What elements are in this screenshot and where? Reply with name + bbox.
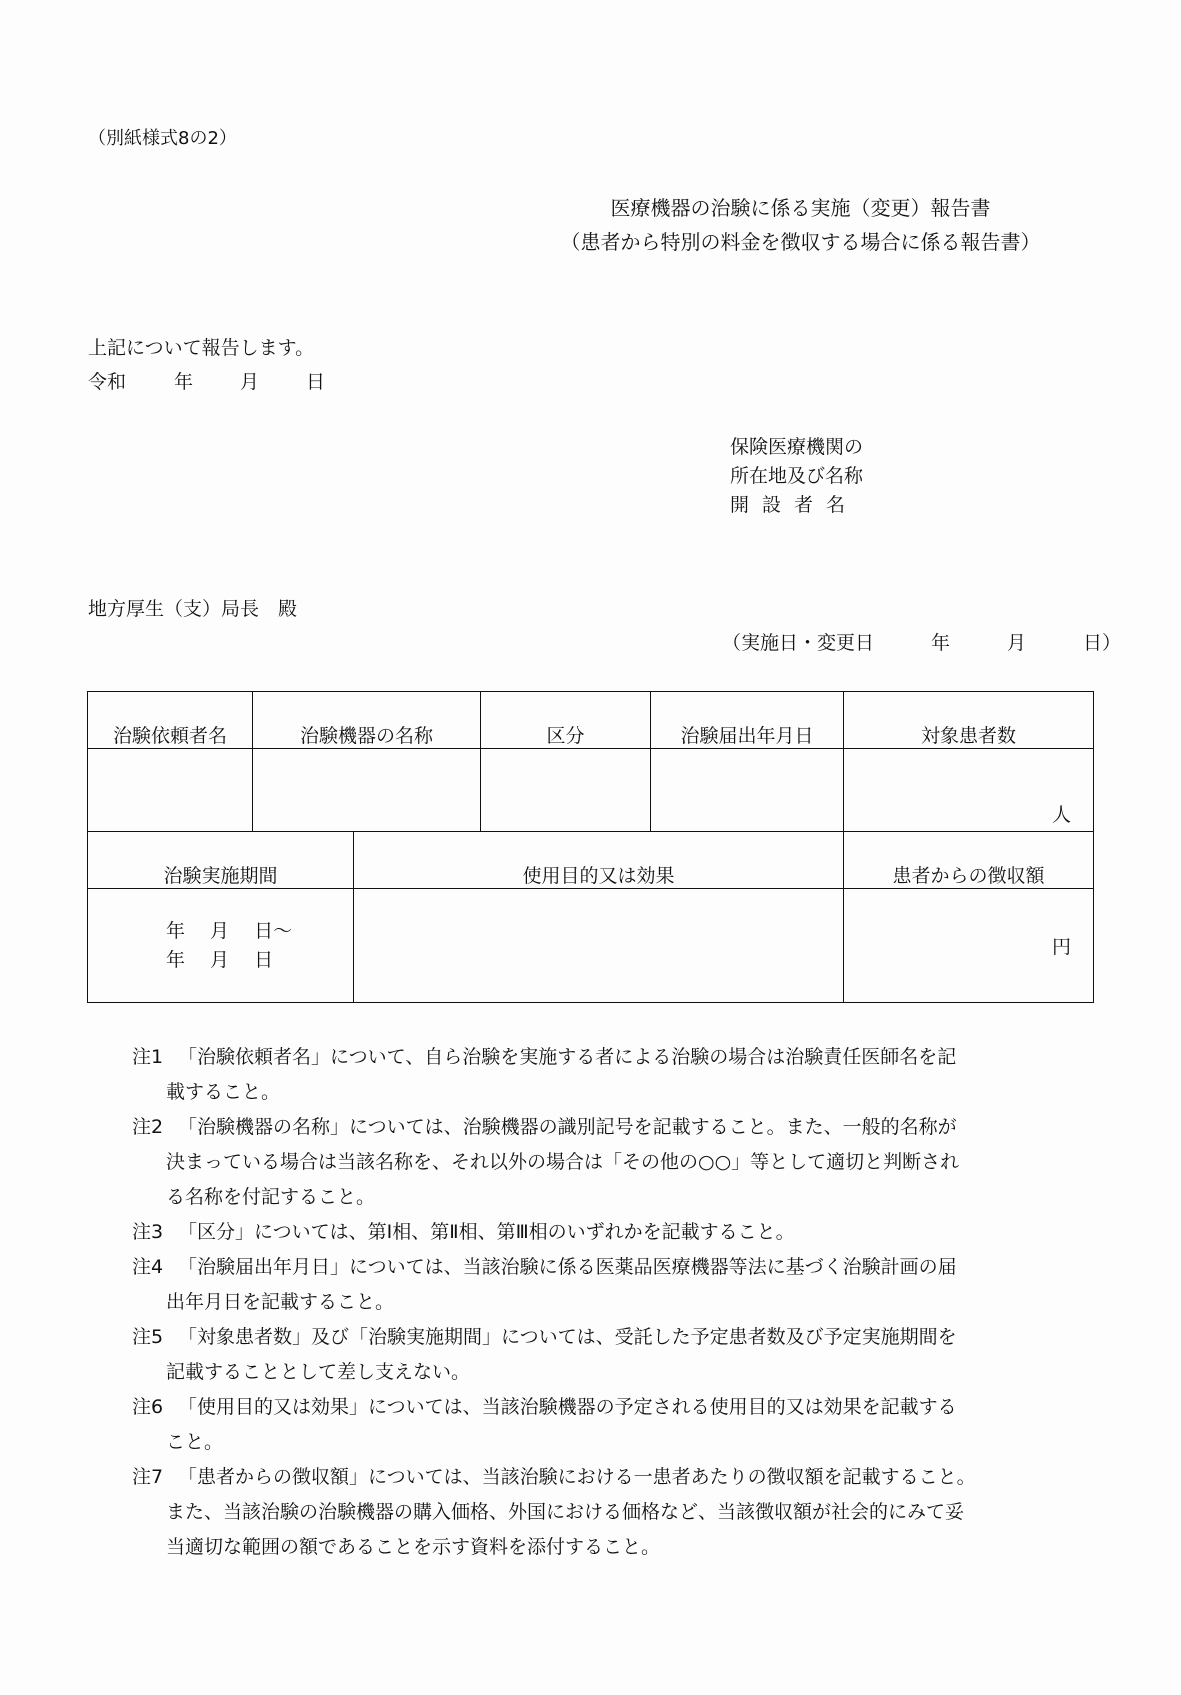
cell-patient-fee[interactable]	[844, 889, 1094, 1003]
note-label: 注5	[132, 1326, 164, 1348]
date-era: 令和	[88, 371, 127, 393]
header-purpose-effect: 使用目的又は効果	[354, 832, 844, 889]
patient-unit: 人	[1052, 804, 1072, 826]
org-label-founder: 開設者名	[730, 494, 859, 516]
fee-unit: 円	[1052, 936, 1072, 958]
note-3	[132, 1215, 1092, 1250]
document-title: 医療機器の治験に係る実施（変更）報告書	[610, 196, 991, 220]
report-date	[88, 367, 325, 394]
note-text: 「治験依頼者名」について、自ら治験を実施する者による治験の場合は治験責任医師名を記	[178, 1046, 957, 1068]
notes-section	[132, 1040, 1092, 1565]
note-1	[132, 1040, 1092, 1110]
note-label: 注3	[132, 1221, 164, 1243]
note-7	[132, 1460, 1092, 1565]
date-year: 年	[174, 371, 194, 393]
cell-sponsor[interactable]	[88, 749, 253, 832]
note-text: 当適切な範囲の額であることを示す資料を添付すること。	[166, 1536, 661, 1558]
document-subtitle: （患者から特別の料金を徴収する場合に係る報告書）	[560, 230, 1041, 254]
cell-purpose-effect[interactable]	[354, 889, 844, 1003]
header-trial-period: 治験実施期間	[88, 832, 354, 889]
note-text: 「治験届出年月日」については、当該治験に係る医薬品医療機器等法に基づく治験計画の届	[178, 1256, 957, 1278]
header-category: 区分	[481, 692, 651, 749]
cell-device-name[interactable]	[253, 749, 481, 832]
header-device-name: 治験機器の名称	[253, 692, 481, 749]
period-start: 年 月 日～	[166, 919, 293, 942]
implementation-date: （実施日・変更日 年 月 日）	[722, 632, 1122, 654]
note-label: 注6	[132, 1396, 164, 1418]
report-statement: 上記について報告します。	[88, 337, 315, 359]
note-4	[132, 1250, 1092, 1320]
note-text: 記載することとして差し支えない。	[166, 1361, 471, 1383]
date-day: 日	[306, 371, 326, 393]
note-text: 「治験機器の名称」については、治験機器の識別記号を記載すること。また、一般的名称が	[178, 1116, 957, 1138]
note-text: る名称を付記すること。	[166, 1186, 376, 1208]
note-label: 注4	[132, 1256, 164, 1278]
org-label-address-name: 所在地及び名称	[730, 465, 864, 487]
note-5	[132, 1320, 1092, 1390]
org-label-institution: 保険医療機関の	[730, 436, 864, 458]
addressee: 地方厚生（支）局長 殿	[88, 598, 298, 620]
note-text: 「使用目的又は効果」については、当該治験機器の予定される使用目的又は効果を記載する	[178, 1396, 957, 1418]
note-label: 注2	[132, 1116, 164, 1138]
note-text: また、当該治験の治験機器の購入価格、外国における価格など、当該徴収額が社会的にみて妥	[166, 1501, 965, 1523]
header-notification-date: 治験届出年月日	[651, 692, 844, 749]
cell-notification-date[interactable]	[651, 749, 844, 832]
note-6	[132, 1390, 1092, 1460]
header-patient-count: 対象患者数	[844, 692, 1094, 749]
header-sponsor: 治験依頼者名	[88, 692, 253, 749]
note-text: 「患者からの徴収額」については、当該治験における一患者あたりの徴収額を記載すること。	[178, 1466, 976, 1488]
note-label: 注7	[132, 1466, 164, 1488]
report-table	[87, 691, 1094, 1003]
cell-patient-count[interactable]	[844, 749, 1094, 832]
note-2	[132, 1110, 1092, 1215]
note-text: 出年月日を記載すること。	[166, 1291, 395, 1313]
date-month: 月	[240, 371, 260, 393]
note-text: 決まっている場合は当該名称を、それ以外の場合は「その他の○○」等として適切と判断され	[166, 1151, 960, 1173]
note-text: こと。	[166, 1431, 224, 1453]
header-patient-fee: 患者からの徴収額	[844, 832, 1094, 889]
note-text: 「対象患者数」及び「治験実施期間」については、受託した予定患者数及び予定実施期間を	[178, 1326, 957, 1348]
note-text: 載すること。	[166, 1081, 281, 1103]
note-label: 注1	[132, 1046, 164, 1068]
note-text: 「区分」については、第Ⅰ相、第Ⅱ相、第Ⅲ相のいずれかを記載すること。	[178, 1221, 795, 1243]
period-end: 年 月 日	[166, 948, 274, 971]
form-number: （別紙様式8の2）	[88, 128, 237, 149]
cell-category[interactable]	[481, 749, 651, 832]
cell-trial-period[interactable]	[88, 889, 354, 1003]
